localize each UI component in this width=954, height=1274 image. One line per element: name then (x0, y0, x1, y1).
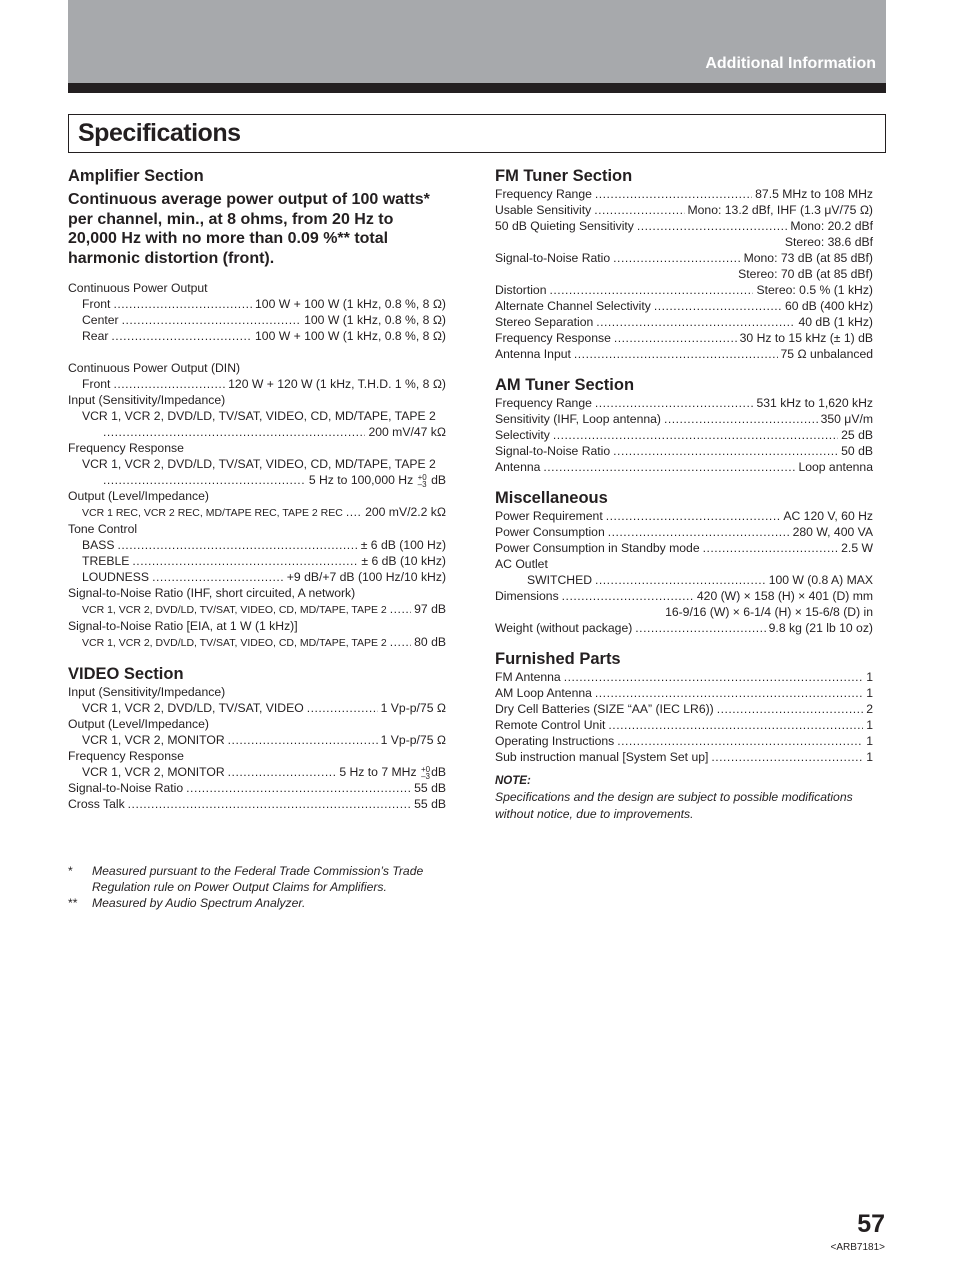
spec-row: Signal-to-Noise Ratio ..... 50 dB (495, 443, 873, 459)
din-label: Continuous Power Output (DIN) (68, 361, 241, 375)
spec-row: Distortion ..... Stereo: 0.5 % (1 kHz) (495, 282, 873, 298)
spec-row: Antenna ..... Loop antenna (495, 459, 873, 475)
spec-row: Cross Talk ..... 55 dB (68, 796, 446, 812)
list-item: Sub instruction manual [System Set up] ..... 1 (495, 749, 873, 765)
right-column (495, 166, 873, 823)
video-output-label: Output (Level/Impedance) (68, 717, 209, 731)
fm-heading: FM Tuner Section (495, 167, 633, 185)
spec-row: ..... 200 mV/47 kΩ (68, 424, 446, 440)
spec-row: Center ..... 100 W (1 kHz, 0.8 %, 8 Ω) (68, 312, 446, 328)
page-title-box (68, 114, 886, 153)
snr1-label: Signal-to-Noise Ratio (IHF, short circuited, A network) (68, 586, 356, 600)
amplifier-heading: Amplifier Section (68, 167, 204, 185)
spec-row: VCR 1, VCR 2, DVD/LD, TV/SAT, VIDEO ..... 1 Vp-p/75 Ω (68, 700, 446, 716)
spec-row: 50 dB Quieting Sensitivity ..... Mono: 20.2 dBf (495, 218, 873, 234)
spec-row: Power Requirement ..... AC 120 V, 60 Hz (495, 508, 873, 524)
video-heading: VIDEO Section (68, 665, 184, 683)
spec-row-continued: Stereo: 38.6 dBf (784, 235, 873, 249)
spec-row: SWITCHED ..... 100 W (0.8 A) MAX (495, 572, 873, 588)
page-title: Specifications (78, 119, 241, 147)
spec-row: Rear ..... 100 W + 100 W (1 kHz, 0.8 %, 8 Ω) (68, 328, 446, 344)
spec-row: Power Consumption in Standby mode ..... 2.5 W (495, 540, 873, 556)
spec-row: Sensitivity (IHF, Loop antenna) ..... 350 μV/m (495, 411, 873, 427)
note-text: Specifications and the design are subject to possible modifications without notice, due to improvements. (495, 790, 853, 821)
spec-row: Power Consumption ..... 280 W, 400 VA (495, 524, 873, 540)
spec-row: Front ..... 120 W + 120 W (1 kHz, T.H.D. 1 %, 8 Ω) (68, 376, 446, 392)
list-item: Dry Cell Batteries (SIZE “AA” (IEC LR6)) ..... 2 (495, 701, 873, 717)
am-heading: AM Tuner Section (495, 376, 635, 394)
video-freq-label: Frequency Response (68, 749, 184, 763)
document-code: <ARB7181> (830, 1242, 885, 1253)
list-item: Remote Control Unit ..... 1 (495, 717, 873, 733)
spec-row: Usable Sensitivity ..... Mono: 13.2 dBf, IHF (1.3 μV/75 Ω) (495, 202, 873, 218)
spec-row: Alternate Channel Selectivity ..... 60 dB (400 kHz) (495, 298, 873, 314)
spec-row: Frequency Response ..... 30 Hz to 15 kHz (± 1) dB (495, 330, 873, 346)
page-number: 57 (857, 1210, 885, 1238)
footnote: ** Measured by Audio Spectrum Analyzer. (68, 896, 306, 910)
spec-row-continued: 16-9/16 (W) × 6-1/4 (H) × 15-6/8 (D) in (665, 605, 873, 619)
left-column (68, 166, 446, 812)
spec-row: VCR 1 REC, VCR 2 REC, MD/TAPE REC, TAPE 2 REC ..... 200 mV/2.2 kΩ (68, 504, 446, 521)
note-label: NOTE: (495, 775, 531, 787)
spec-row: Dimensions ..... 420 (W) × 158 (H) × 401 (D) mm (495, 588, 873, 604)
spec-row: Antenna Input ..... 75 Ω unbalanced (495, 346, 873, 362)
spec-row: VCR 1, VCR 2, DVD/LD, TV/SAT, VIDEO, CD, MD/TAPE, TAPE 2 ..... 97 dB (68, 601, 446, 618)
misc-heading: Miscellaneous (495, 489, 608, 507)
spec-row: VCR 1, VCR 2, MONITOR ..... 5 Hz to 7 MHz +0 –3dB (68, 764, 446, 780)
spec-row: VCR 1, VCR 2, MONITOR ..... 1 Vp-p/75 Ω (68, 732, 446, 748)
section-header-title: Additional Information (705, 55, 876, 72)
freq-sources: VCR 1, VCR 2, DVD/LD, TV/SAT, VIDEO, CD, MD/TAPE, TAPE 2 (82, 457, 436, 471)
amplifier-statement: Continuous average power output of 100 watts* per channel, min., at 8 ohms, from 20 Hz to 20,000 Hz with no more than 0.09 %** total harmonic distortion (front). (68, 191, 430, 267)
spec-row: Frequency Range ..... 531 kHz to 1,620 kHz (495, 395, 873, 411)
footnote: * Measured pursuant to the Federal Trade Commission’s Trade Regulation rule on Power Output Claims for Amplifiers. (68, 864, 424, 894)
spec-row: Front ..... 100 W + 100 W (1 kHz, 0.8 %, 8 Ω) (68, 296, 446, 312)
spec-row: Selectivity ..... 25 dB (495, 427, 873, 443)
header-band (68, 0, 886, 83)
spec-row-continued: Stereo: 70 dB (at 85 dBf) (738, 267, 873, 281)
freq-label: Frequency Response (68, 441, 184, 455)
list-item: AM Loop Antenna ..... 1 (495, 685, 873, 701)
spec-row: Signal-to-Noise Ratio ..... 55 dB (68, 780, 446, 796)
spec-row: Weight (without package) ..... 9.8 kg (21 lb 10 oz) (495, 620, 873, 636)
spec-row: Signal-to-Noise Ratio ..... Mono: 73 dB (at 85 dBf) (495, 250, 873, 266)
cpo-label: Continuous Power Output (68, 281, 208, 295)
spec-row: ..... 5 Hz to 100,000 Hz +0 –3 dB (68, 472, 446, 488)
outlet-label: AC Outlet (495, 557, 548, 571)
tone-label: Tone Control (68, 522, 138, 536)
input-sources: VCR 1, VCR 2, DVD/LD, TV/SAT, VIDEO, CD, MD/TAPE, TAPE 2 (82, 409, 436, 423)
spec-row: VCR 1, VCR 2, DVD/LD, TV/SAT, VIDEO, CD, MD/TAPE, TAPE 2 ..... 80 dB (68, 634, 446, 651)
spec-row: Frequency Range ..... 87.5 MHz to 108 MHz (495, 186, 873, 202)
video-input-label: Input (Sensitivity/Impedance) (68, 685, 226, 699)
parts-heading: Furnished Parts (495, 650, 621, 668)
output-label: Output (Level/Impedance) (68, 489, 209, 503)
spec-row: BASS ..... ± 6 dB (100 Hz) (68, 537, 446, 553)
spec-row: TREBLE ..... ± 6 dB (10 kHz) (68, 553, 446, 569)
spec-row: Stereo Separation ..... 40 dB (1 kHz) (495, 314, 873, 330)
spec-row: LOUDNESS ..... +9 dB/+7 dB (100 Hz/10 kHz) (68, 569, 446, 585)
list-item: Operating Instructions ..... 1 (495, 733, 873, 749)
header-rule (68, 83, 886, 93)
input-label: Input (Sensitivity/Impedance) (68, 393, 226, 407)
list-item: FM Antenna ..... 1 (495, 669, 873, 685)
footnotes (68, 863, 468, 911)
snr2-label: Signal-to-Noise Ratio [EIA, at 1 W (1 kHz)] (68, 619, 298, 633)
